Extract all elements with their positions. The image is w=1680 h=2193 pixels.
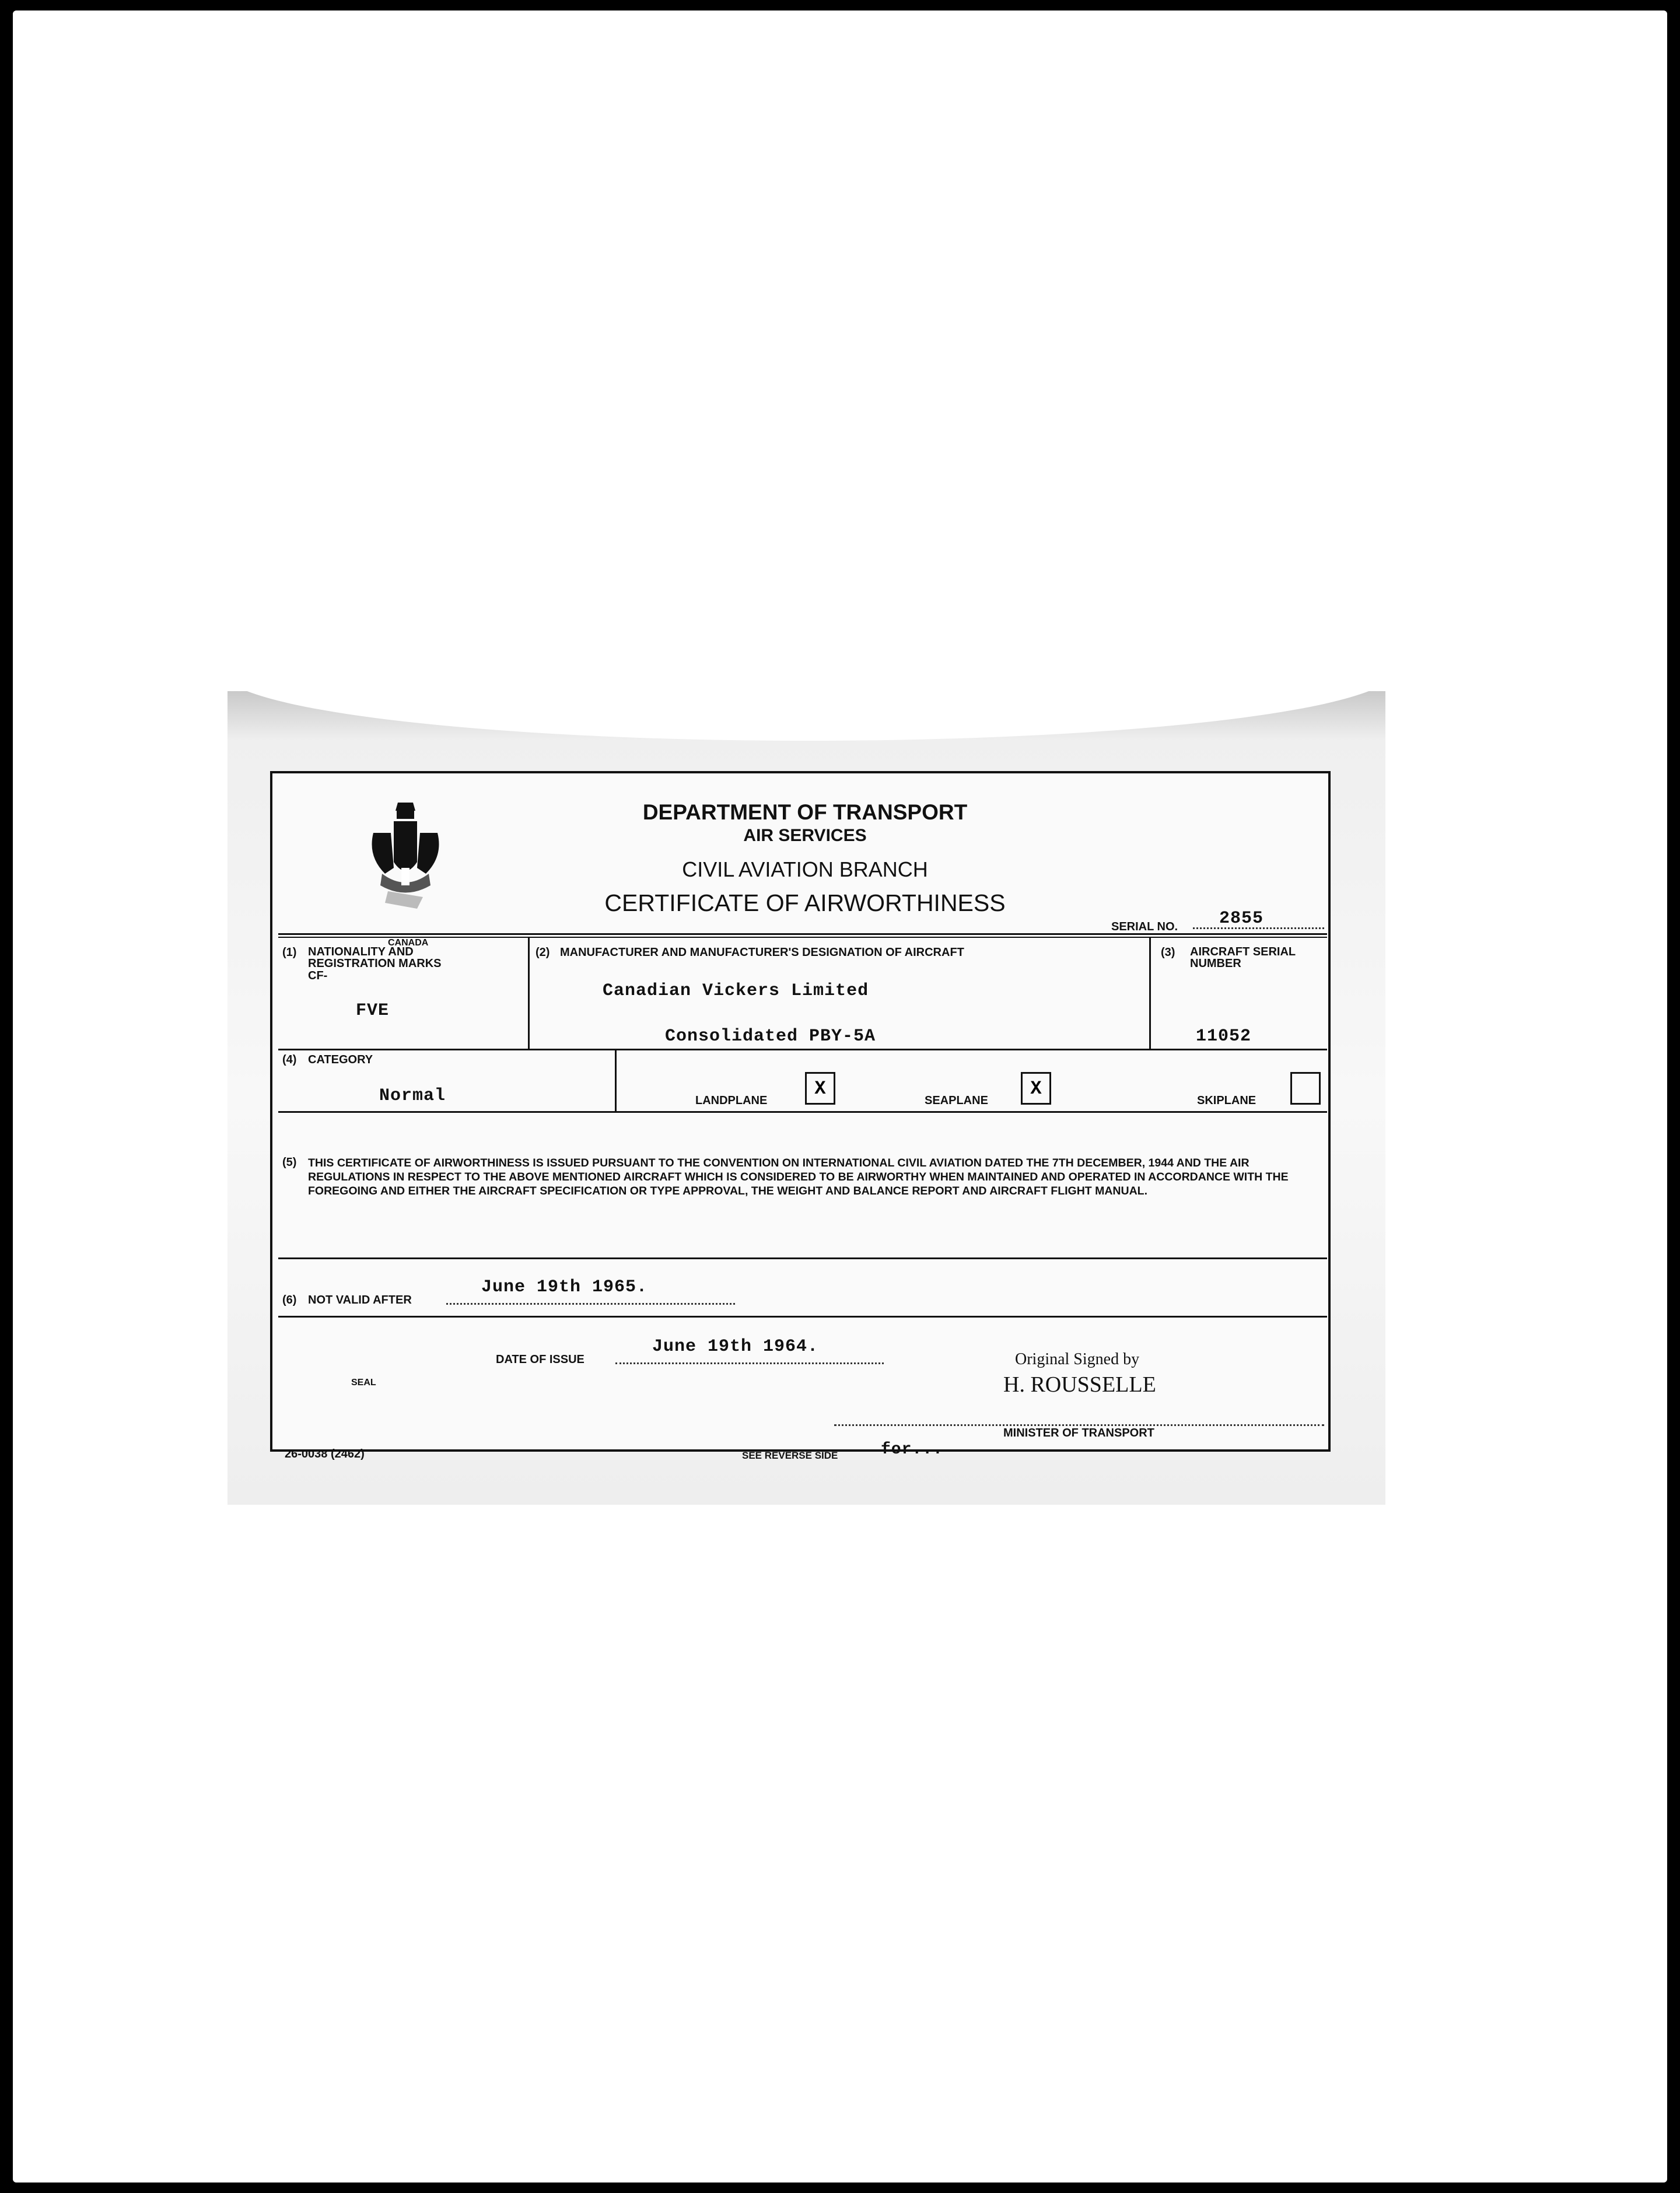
field1-num: (1) [282,946,297,959]
field3-num: (3) [1161,946,1175,959]
aircraft-serial-value: 11052 [1196,1027,1252,1046]
registration-value: FVE [356,1001,390,1021]
field1-label: NATIONALITY AND REGISTRATION MARKS [308,945,442,970]
field6-label: NOT VALID AFTER [308,1294,412,1306]
certificate-statement: THIS CERTIFICATE OF AIRWORTHINESS IS ISSUED PURSUANT TO THE CONVENTION ON INTERNATIONAL CIVIL AVIATION DATED THE 7TH DECEMBER, 1944 AND THE AIR REGULATIONS IN RESPECT TO THE ABOVE MENTIONED AIRCRAFT WHICH IS CONSIDERED TO BE AIRWORTHY WHEN MAINTAINED AND OPERATED IN ACCORDANCE WITH THE FOREGOING AND EITHER THE AIRCRAFT SPECIFICATION OR TYPE APPROVAL, THE WEIGHT AND BALANCE REPORT AND AIRCRAFT FLIGHT MANUAL. [308,1157,1289,1197]
divider [278,1049,1327,1050]
serial-value: 2855 [1219,909,1264,929]
divider [278,937,1327,938]
serial-line [1193,927,1324,929]
issue-line [615,1362,884,1364]
serial-label: SERIAL NO. [1111,920,1178,933]
divider [278,1257,1327,1259]
skiplane-label: SKIPLANE [1197,1094,1256,1107]
not-valid-after-value: June 19th 1965. [481,1277,648,1297]
signature-name: H. ROUSSELLE [1003,1372,1156,1397]
skiplane-checkbox[interactable] [1290,1072,1321,1105]
department-title: DEPARTMENT OF TRANSPORT [642,800,968,824]
signature-line1: Original Signed by [1015,1350,1140,1368]
designation-value: Consolidated PBY-5A [665,1027,876,1046]
page-title: CERTIFICATE OF AIRWORTHINESS [604,889,1006,916]
field3-label: AIRCRAFT SERIAL NUMBER [1190,945,1296,970]
not-valid-after-line [446,1303,735,1305]
reverse-note: for... [881,1441,943,1459]
coat-of-arms-icon [362,798,449,926]
field2-num: (2) [536,946,550,959]
form-number: 26-0038 (2462) [285,1448,365,1460]
divider [278,1316,1327,1318]
field1-prefix: CF- [308,969,328,982]
divider [1149,937,1151,1049]
issue-label: DATE OF ISSUE [496,1353,584,1366]
branch-title: CIVIL AVIATION BRANCH [682,857,928,881]
manufacturer-value: Canadian Vickers Limited [603,981,869,1001]
divider [615,1049,617,1111]
see-reverse-label: SEE REVERSE SIDE [742,1450,838,1461]
landplane-checkbox[interactable]: X [805,1072,835,1105]
divider [278,1111,1327,1113]
seal-label: SEAL [351,1378,376,1388]
divider [278,933,1327,935]
field6-num: (6) [282,1294,297,1306]
issue-value: June 19th 1964. [652,1337,819,1357]
service-title: AIR SERVICES [743,826,867,845]
crest-label: CANADA [388,938,429,948]
landplane-label: LANDPLANE [695,1094,768,1107]
signature-line [834,1424,1324,1426]
seaplane-checkbox[interactable]: X [1021,1072,1051,1105]
field2-label: MANUFACTURER AND MANUFACTURER'S DESIGNATION OF AIRCRAFT [560,946,964,959]
signature-title: MINISTER OF TRANSPORT [1003,1427,1154,1439]
seaplane-label: SEAPLANE [925,1094,988,1107]
field4-label: CATEGORY [308,1053,373,1066]
category-value: Normal [379,1086,446,1106]
field5-num: (5) [282,1156,297,1169]
field4-num: (4) [282,1053,297,1066]
divider [528,937,530,1049]
